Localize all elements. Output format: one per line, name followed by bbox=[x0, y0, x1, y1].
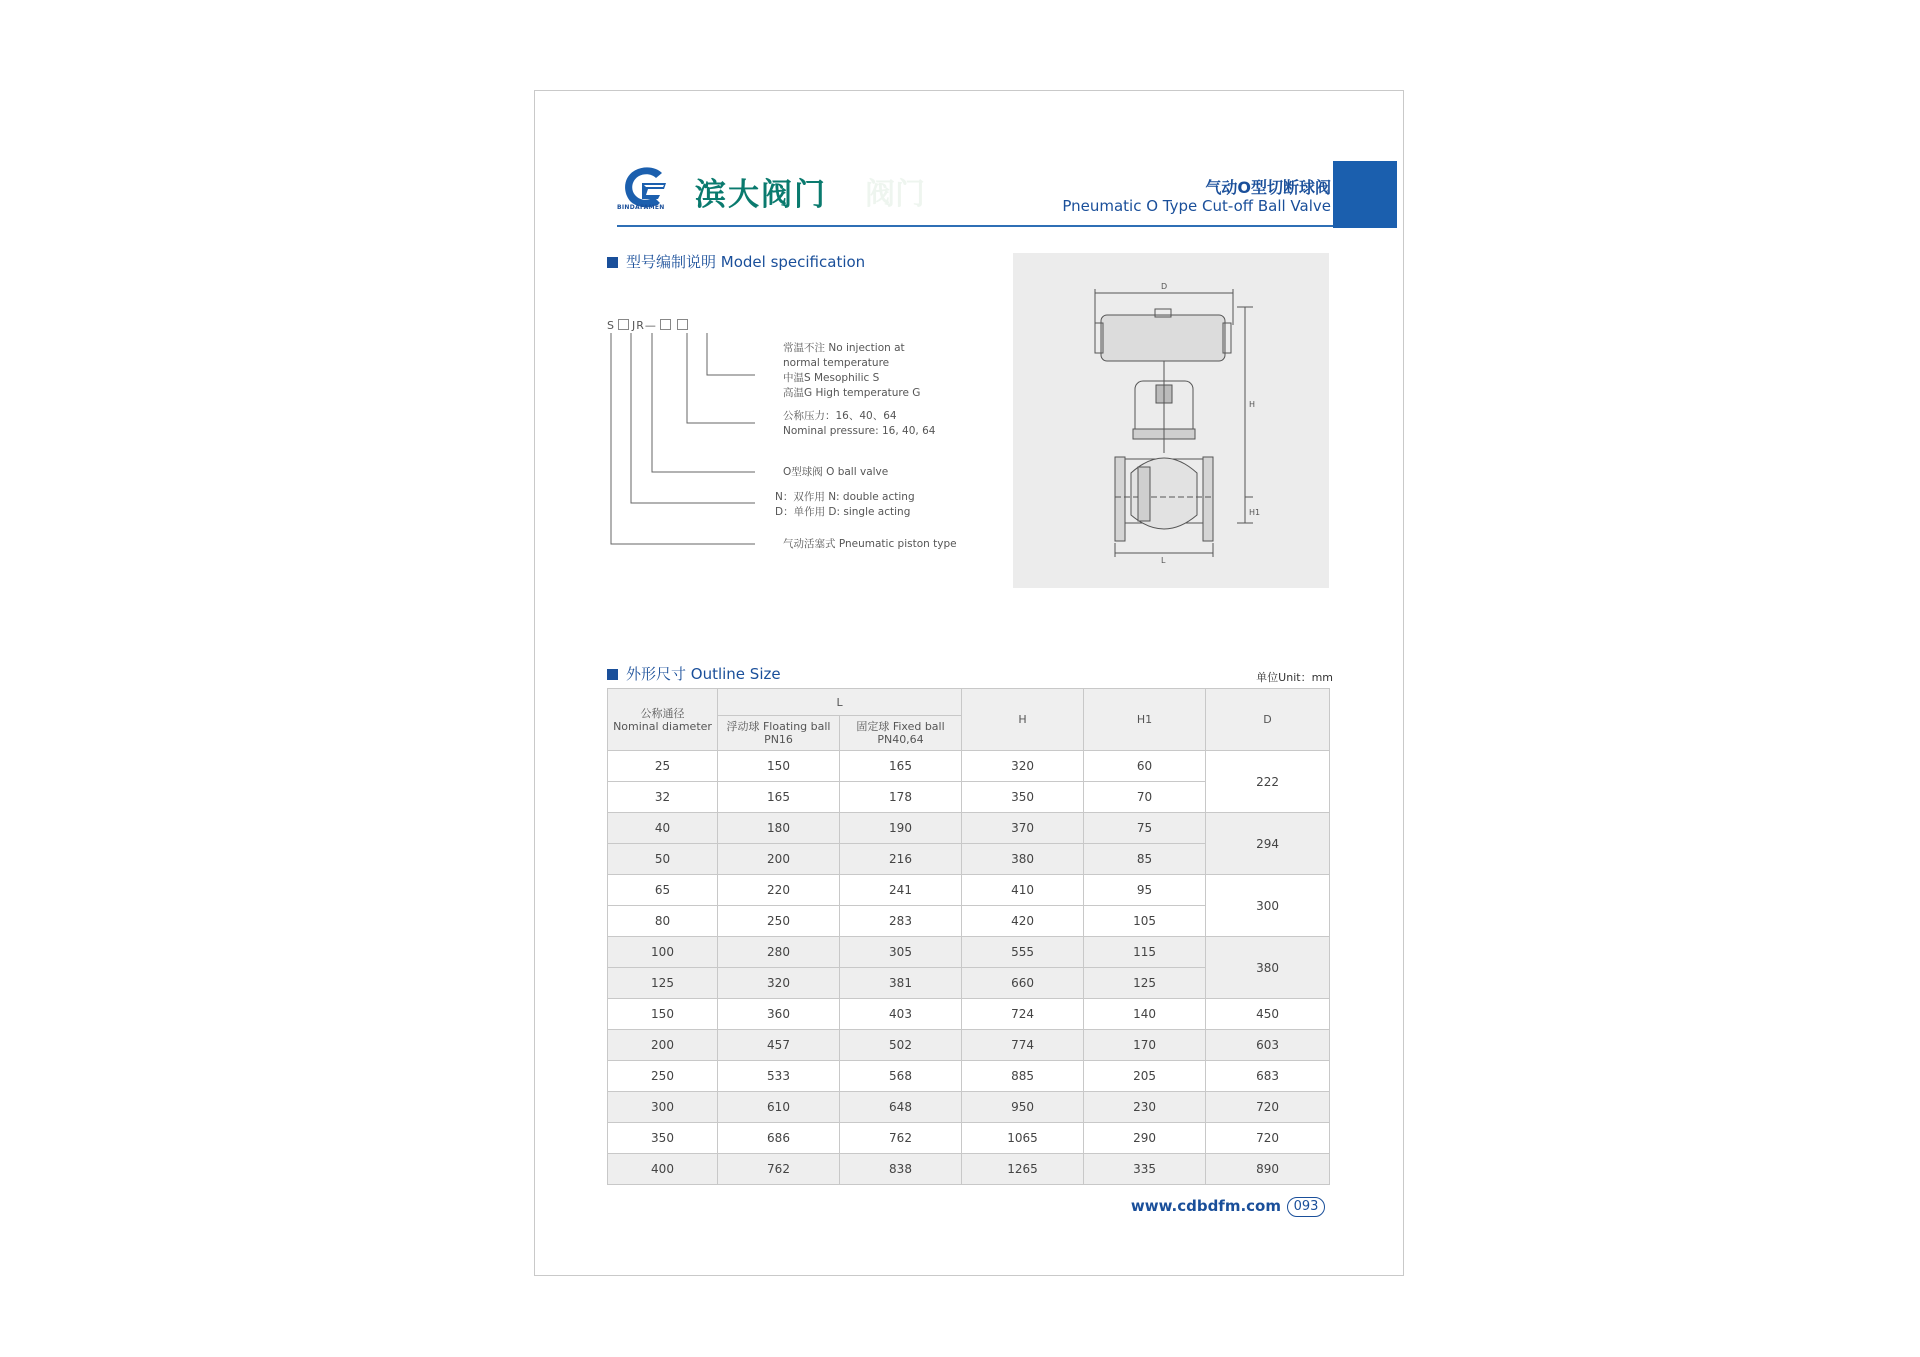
header-tab-decoration bbox=[1333, 161, 1397, 228]
spec-note-temperature: 常温不注 No injection at normal temperature 中温S Mesophilic S 高温G High temperature G bbox=[783, 342, 921, 399]
cell-floating: 220 bbox=[718, 875, 840, 906]
cell-h: 410 bbox=[962, 875, 1084, 906]
website-link[interactable]: www.cdbdfm.com bbox=[1130, 1197, 1281, 1215]
model-code-leader-lines bbox=[607, 331, 757, 571]
cell-dn: 65 bbox=[608, 875, 718, 906]
model-code: S JR— bbox=[607, 319, 691, 332]
cell-d: 450 bbox=[1206, 999, 1330, 1030]
valve-drawing-icon bbox=[1013, 253, 1329, 588]
unit-label: 单位Unit：mm bbox=[1256, 671, 1333, 684]
cell-dn: 125 bbox=[608, 968, 718, 999]
cell-dn: 200 bbox=[608, 1030, 718, 1061]
cell-fixed: 165 bbox=[840, 751, 962, 782]
spec-note-piston: 气动活塞式 Pneumatic piston type bbox=[783, 538, 957, 550]
cell-dn: 300 bbox=[608, 1092, 718, 1123]
cell-h1: 290 bbox=[1084, 1123, 1206, 1154]
cell-h1: 205 bbox=[1084, 1061, 1206, 1092]
cell-dn: 80 bbox=[608, 906, 718, 937]
cell-h: 885 bbox=[962, 1061, 1084, 1092]
cell-floating: 762 bbox=[718, 1154, 840, 1185]
header-h1: H1 bbox=[1084, 689, 1206, 751]
square-bullet-icon bbox=[607, 257, 618, 268]
cell-fixed: 762 bbox=[840, 1123, 962, 1154]
cell-h: 724 bbox=[962, 999, 1084, 1030]
header-d: D bbox=[1206, 689, 1330, 751]
cell-fixed: 648 bbox=[840, 1092, 962, 1123]
cell-d: 294 bbox=[1206, 813, 1330, 875]
cell-h: 380 bbox=[962, 844, 1084, 875]
cell-h1: 230 bbox=[1084, 1092, 1206, 1123]
cell-fixed: 838 bbox=[840, 1154, 962, 1185]
cell-floating: 180 bbox=[718, 813, 840, 844]
cell-fixed: 283 bbox=[840, 906, 962, 937]
header-fixed-ball: 固定球 Fixed ball PN40,64 bbox=[840, 716, 962, 751]
valve-drawing-panel bbox=[1013, 253, 1329, 588]
cell-h: 660 bbox=[962, 968, 1084, 999]
table-row bbox=[608, 751, 1330, 782]
table-row bbox=[608, 937, 1330, 968]
page-number: 093 bbox=[1287, 1197, 1325, 1217]
cell-fixed: 216 bbox=[840, 844, 962, 875]
cell-floating: 200 bbox=[718, 844, 840, 875]
cell-h1: 125 bbox=[1084, 968, 1206, 999]
cell-fixed: 403 bbox=[840, 999, 962, 1030]
drawing-label-h: H bbox=[1249, 400, 1256, 409]
cell-h1: 70 bbox=[1084, 782, 1206, 813]
cell-floating: 533 bbox=[718, 1061, 840, 1092]
drawing-label-h1: H1 bbox=[1249, 508, 1261, 517]
table-row bbox=[608, 999, 1330, 1030]
page-title-cn: 气动O型切断球阀 bbox=[1205, 178, 1331, 197]
catalog-page bbox=[534, 90, 1404, 1276]
table-row bbox=[608, 1092, 1330, 1123]
header-h: H bbox=[962, 689, 1084, 751]
cell-dn: 400 bbox=[608, 1154, 718, 1185]
header-floating-ball: 浮动球 Floating ball PN16 bbox=[718, 716, 840, 751]
brand-name: 滨大阀门 bbox=[695, 177, 827, 213]
brand-watermark: 阀门 bbox=[865, 177, 925, 212]
table-row bbox=[608, 1061, 1330, 1092]
table-row bbox=[608, 1030, 1330, 1061]
cell-d: 890 bbox=[1206, 1154, 1330, 1185]
cell-floating: 610 bbox=[718, 1092, 840, 1123]
spec-note-pressure: 公称压力：16、40、64 Nominal pressure: 16, 40, 64 bbox=[783, 410, 936, 437]
cell-d: 683 bbox=[1206, 1061, 1330, 1092]
cell-fixed: 502 bbox=[840, 1030, 962, 1061]
cell-fixed: 568 bbox=[840, 1061, 962, 1092]
spec-note-acting: N：双作用 N: double acting D：单作用 D: single acting bbox=[775, 491, 915, 518]
cell-h: 370 bbox=[962, 813, 1084, 844]
cell-h: 950 bbox=[962, 1092, 1084, 1123]
company-logo-icon bbox=[620, 165, 670, 209]
cell-floating: 457 bbox=[718, 1030, 840, 1061]
cell-h1: 105 bbox=[1084, 906, 1206, 937]
header-l: L bbox=[718, 689, 962, 716]
cell-fixed: 178 bbox=[840, 782, 962, 813]
outline-size-heading: 外形尺寸 Outline Size bbox=[607, 663, 781, 684]
cell-dn: 100 bbox=[608, 937, 718, 968]
cell-h: 320 bbox=[962, 751, 1084, 782]
cell-dn: 32 bbox=[608, 782, 718, 813]
cell-floating: 165 bbox=[718, 782, 840, 813]
cell-floating: 150 bbox=[718, 751, 840, 782]
cell-h: 420 bbox=[962, 906, 1084, 937]
cell-d: 603 bbox=[1206, 1030, 1330, 1061]
cell-fixed: 381 bbox=[840, 968, 962, 999]
drawing-label-l: L bbox=[1161, 556, 1166, 565]
cell-h: 350 bbox=[962, 782, 1084, 813]
logo-text: BINDAFAMEN bbox=[617, 204, 665, 211]
cell-fixed: 190 bbox=[840, 813, 962, 844]
page-title-en: Pneumatic O Type Cut-off Ball Valve bbox=[1062, 197, 1331, 215]
cell-fixed: 305 bbox=[840, 937, 962, 968]
spec-note-ball-valve: O型球阀 O ball valve bbox=[783, 466, 889, 478]
cell-h1: 170 bbox=[1084, 1030, 1206, 1061]
cell-floating: 280 bbox=[718, 937, 840, 968]
cell-h: 1265 bbox=[962, 1154, 1084, 1185]
cell-floating: 250 bbox=[718, 906, 840, 937]
cell-floating: 686 bbox=[718, 1123, 840, 1154]
cell-floating: 360 bbox=[718, 999, 840, 1030]
table-row bbox=[608, 875, 1330, 906]
cell-d: 720 bbox=[1206, 1092, 1330, 1123]
cell-h1: 85 bbox=[1084, 844, 1206, 875]
cell-dn: 350 bbox=[608, 1123, 718, 1154]
table-row bbox=[608, 1123, 1330, 1154]
cell-h1: 75 bbox=[1084, 813, 1206, 844]
cell-floating: 320 bbox=[718, 968, 840, 999]
cell-fixed: 241 bbox=[840, 875, 962, 906]
cell-dn: 50 bbox=[608, 844, 718, 875]
table-row bbox=[608, 1154, 1330, 1185]
cell-dn: 25 bbox=[608, 751, 718, 782]
cell-d: 720 bbox=[1206, 1123, 1330, 1154]
drawing-label-d: D bbox=[1161, 282, 1168, 291]
cell-d: 380 bbox=[1206, 937, 1330, 999]
cell-h: 1065 bbox=[962, 1123, 1084, 1154]
cell-dn: 150 bbox=[608, 999, 718, 1030]
table-row bbox=[608, 813, 1330, 844]
header-nominal-diameter: 公称通径 Nominal diameter bbox=[608, 689, 718, 751]
model-spec-heading: 型号编制说明 Model specification bbox=[607, 251, 865, 272]
cell-d: 300 bbox=[1206, 875, 1330, 937]
cell-h: 555 bbox=[962, 937, 1084, 968]
cell-h1: 140 bbox=[1084, 999, 1206, 1030]
header-divider bbox=[617, 225, 1333, 227]
cell-h1: 60 bbox=[1084, 751, 1206, 782]
cell-h1: 115 bbox=[1084, 937, 1206, 968]
cell-h: 774 bbox=[962, 1030, 1084, 1061]
cell-dn: 250 bbox=[608, 1061, 718, 1092]
cell-dn: 40 bbox=[608, 813, 718, 844]
cell-d: 222 bbox=[1206, 751, 1330, 813]
outline-size-table bbox=[607, 688, 1330, 1185]
cell-h1: 95 bbox=[1084, 875, 1206, 906]
square-bullet-icon bbox=[607, 669, 618, 680]
cell-h1: 335 bbox=[1084, 1154, 1206, 1185]
